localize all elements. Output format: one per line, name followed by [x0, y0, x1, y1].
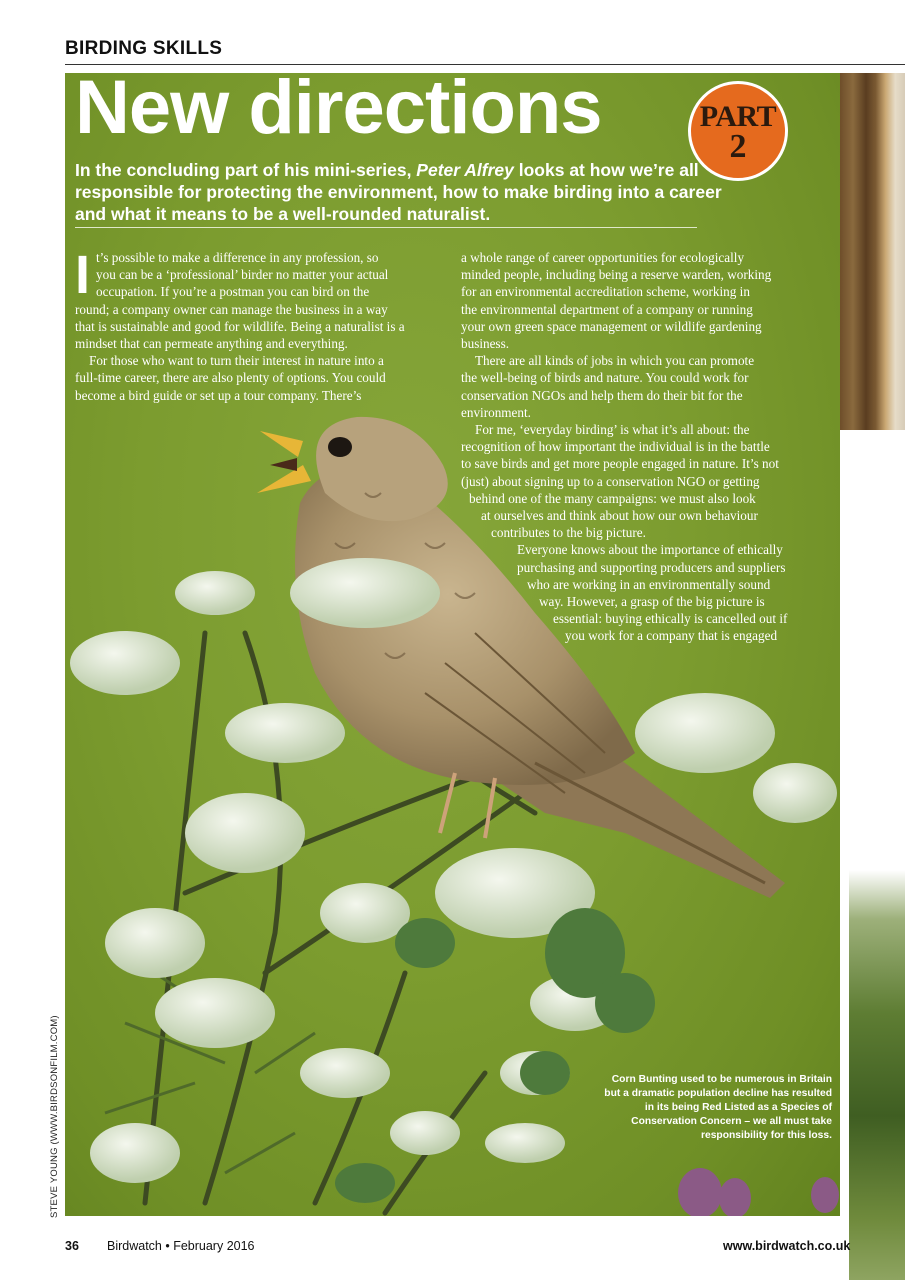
body-line: to save birds and get more people engaged in nature. It’s not	[461, 456, 779, 472]
body-line: become a bird guide or set up a tour company. There’s	[75, 387, 362, 403]
body-column-1	[75, 245, 440, 404]
drop-cap: I	[75, 245, 91, 305]
standfirst	[75, 159, 735, 225]
body-line: the well-being of birds and nature. You could work for	[461, 370, 749, 386]
article-title: New directions	[75, 65, 602, 150]
author-name: Peter Alfrey	[416, 160, 514, 180]
body-line: business.	[461, 336, 509, 352]
body-line: There are all kinds of jobs in which you can promote	[475, 353, 755, 369]
standfirst-after: looks at how we’re all responsible for protecting the environment, how to make birding into a career and what it means to be a well-rounded naturalist.	[75, 160, 722, 224]
body-line: round; a company owner can manage the business in a way	[75, 301, 388, 317]
photo-credit: STEVE YOUNG (WWW.BIRDSONFILM.COM)	[49, 1015, 60, 1218]
magazine-issue: Birdwatch • February 2016	[107, 1239, 255, 1253]
page-number: 36	[65, 1239, 79, 1253]
part-badge-number: 2	[729, 128, 747, 165]
part-badge-word: PART	[699, 100, 777, 133]
green-bud-clusters	[335, 908, 655, 1203]
body-line: For those who want to turn their interest in nature into a	[89, 353, 384, 369]
body-line: essential: buying ethically is cancelled out if	[553, 611, 788, 627]
body-line: recognition of how important the individual is in the battle	[461, 439, 770, 455]
body-line: (just) about signing up to a conservation NGO or getting	[461, 473, 760, 489]
body-line: conservation NGOs and help them do their bit for the	[461, 387, 743, 403]
body-line: t’s possible to make a difference in any profession, so	[96, 250, 379, 265]
body-line: contributes to the big picture.	[491, 525, 646, 541]
standfirst-rule	[75, 227, 697, 228]
body-line: Everyone knows about the importance of ethically	[517, 542, 783, 558]
body-line: who are working in an environmentally sound	[527, 576, 771, 592]
body-line: For me, ‘everyday birding’ is what it’s all about: the	[475, 422, 750, 438]
standfirst-before: In the concluding part of his mini-series,	[75, 160, 417, 180]
body-line: you can be a ‘professional’ birder no matter your actual	[96, 267, 389, 283]
body-line: full-time career, there are also plenty of options. You could	[75, 370, 386, 386]
body-line: occupation. If you’re a postman you can bird on the	[96, 284, 370, 300]
body-line: at ourselves and think about how our own behaviour	[481, 508, 758, 524]
body-line: for an environmental accreditation scheme, working in	[461, 284, 750, 300]
body-line: mindset that can permeate anything and everything.	[75, 336, 348, 352]
body-line: purchasing and supporting producers and suppliers	[517, 559, 786, 575]
photo-caption: Corn Bunting used to be numerous in Britain but a dramatic population decline has resulted in its being Red Listed as a Species of Conservation Concern – we all must take responsibility for this loss.	[604, 1074, 832, 1141]
body-line: way. However, a grasp of the big picture is	[539, 594, 765, 610]
section-label: BIRDING SKILLS	[65, 38, 223, 59]
body-line: minded people, including being a reserve warden, working	[461, 267, 772, 283]
body-line: the environmental department of a company or running	[461, 301, 753, 317]
body-line: a whole range of career opportunities for ecologically	[461, 250, 745, 265]
body-line: you work for a company that is engaged	[565, 628, 778, 644]
website-url: www.birdwatch.co.uk	[723, 1239, 851, 1253]
body-line: your own green space management or wildlife gardening	[461, 318, 762, 334]
body-line: that is sustainable and good for wildlife. Being a naturalist is a	[75, 318, 405, 334]
body-line: behind one of the many campaigns: we must also look	[469, 490, 756, 506]
adjacent-photo-grass	[849, 870, 905, 1280]
body-line: environment.	[461, 404, 531, 420]
thistle-heads	[678, 1168, 839, 1216]
body-column-2	[461, 249, 831, 645]
adjacent-photo-tree	[840, 73, 905, 430]
